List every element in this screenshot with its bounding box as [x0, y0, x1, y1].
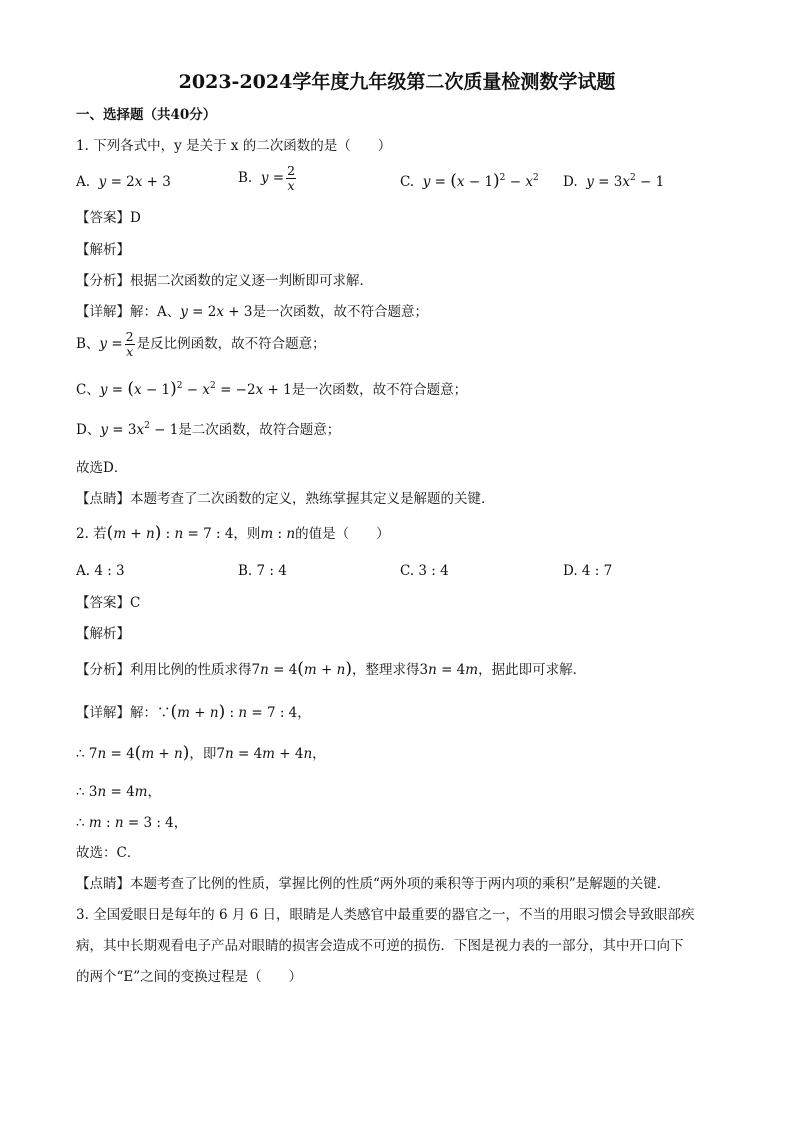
- q2-detail: 【详解】解：∵(m + n) : n = 7 : 4，: [76, 702, 311, 722]
- q1-key-point: 【点睛】本题考查了二次函数的定义，熟练掌握其定义是解题的关键．: [76, 491, 495, 507]
- q3-stem-line-1: 3. 全国爱眼日是每年的 6 月 6 日，眼睛是人类感官中最重要的器官之一，不当的用眼习惯会导致眼部疾: [76, 907, 695, 923]
- q2-analysis-heading: 【解析】: [76, 626, 130, 642]
- q1-option-a-formula: y = 2x + 3: [98, 174, 171, 190]
- q1-option-a: A. y = 2x + 3: [76, 174, 171, 190]
- q2-option-d: D. 4 : 7: [563, 563, 613, 579]
- q3-stem-line-3: 的两个“E”之间的变换过程是（ ）: [76, 969, 303, 985]
- q1-detail-d: D、$y = 3x^2 - 1$是二次函数，故符合题意；: [76, 421, 341, 438]
- q2-analysis: 【分析】利用比例的性质求得7n = 4(m + n)，整理求得3n = 4m，据此即可求解．: [76, 659, 587, 679]
- q1-option-d: D. $y = 3x^2 - 1$: [563, 173, 665, 190]
- q3-stem-line-2: 病，其中长期观看电子产品对眼睛的损害会造成不可逆的损伤．下图是视力表的一部分，其中开口向下: [76, 938, 684, 954]
- q1-option-b-formula: y = $\frac{2}{x}$: [260, 163, 296, 193]
- q2-step-1: ∴ 7n = 4(m + n)，即7n = 4m + 4n，: [76, 743, 326, 763]
- q2-key-point: 【点睛】本题考查了比例的性质，掌握比例的性质“两外项的乘积等于两内项的乘积”是解题的关键．: [76, 876, 671, 892]
- q1-stem: 1. 下列各式中，y 是关于 x 的二次函数的是（ ）: [76, 138, 392, 154]
- q1-detail-b: B、y = $\frac{2}{x}$ 是反比例函数，故不符合题意；: [76, 329, 326, 359]
- q2-stem: 2. 若(m + n) : n = 7 : 4，则m : n的值是（ ）: [76, 523, 390, 543]
- q1-analysis: 【分析】根据二次函数的定义逐一判断即可求解．: [76, 273, 373, 289]
- q1-detail-a: 【详解】解：A、y = 2x + 3是一次函数，故不符合题意；: [76, 304, 428, 320]
- q2-step-2: ∴ 3n = 4m，: [76, 784, 161, 800]
- q1-analysis-heading: 【解析】: [76, 242, 130, 258]
- q1-detail-c: C、$y = (x - 1)^2 - x^2 = -2x + 1$是一次函数，故不符合题意；: [76, 379, 468, 399]
- page-title: 2023-2024学年度九年级第二次质量检测数学试题: [178, 71, 616, 93]
- q1-option-b: B. y = $\frac{2}{x}$: [238, 164, 298, 193]
- q1-option-c: C. $y = (x - 1)^2 - x^2$: [400, 171, 539, 191]
- q2-option-b: B. 7 : 4: [238, 563, 287, 579]
- q1-answer: 【答案】D: [76, 210, 141, 226]
- section-heading: 一、选择题（共40分）: [76, 107, 217, 123]
- q2-step-3: ∴ m : n = 3 : 4，: [76, 815, 188, 831]
- q1-option-d-formula: $y = 3x^2 - 1$: [586, 173, 665, 190]
- q1-option-c-formula: $y = (x - 1)^2 - x^2$: [422, 171, 539, 191]
- q2-option-a: A. 4 : 3: [76, 563, 125, 579]
- q2-conclusion: 故选：C．: [76, 845, 141, 861]
- q2-option-c: C. 3 : 4: [400, 563, 449, 579]
- q2-answer: 【答案】C: [76, 595, 141, 611]
- q1-conclusion: 故选D．: [76, 460, 128, 476]
